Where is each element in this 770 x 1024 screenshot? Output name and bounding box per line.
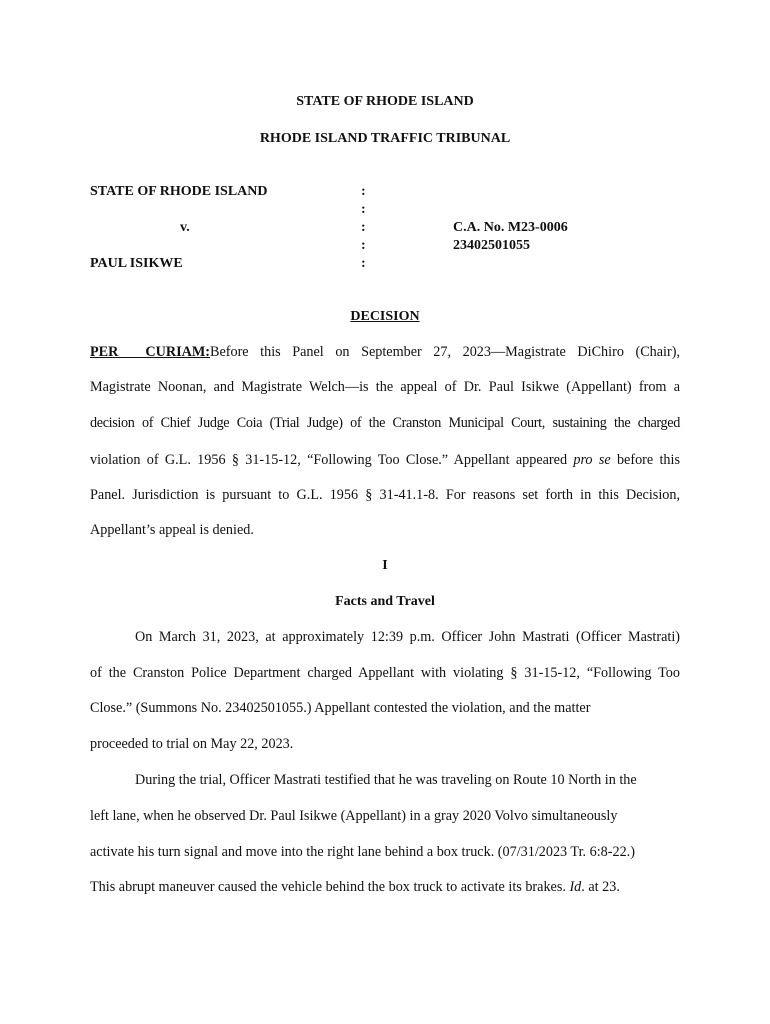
case-number: C.A. No. M23-0006 — [453, 220, 568, 235]
per-curiam-label: PER CURIAM: — [90, 344, 210, 360]
facts-line-5: During the trial, Officer Mastrati testified that he was traveling on Route 10 North in the — [135, 772, 637, 788]
caption-colon: : — [361, 238, 366, 253]
decision-line-6: Appellant’s appeal is denied. — [90, 522, 254, 538]
facts-line-7: activate his turn signal and move into the right lane behind a box truck. (07/31/2023 Tr. 6:8-22.) — [90, 844, 635, 860]
facts-line-6: left lane, when he observed Dr. Paul Isikwe (Appellant) in a gray 2020 Volvo simultaneously — [90, 808, 618, 824]
caption-colon: : — [361, 184, 366, 199]
facts-line-2: of the Cranston Police Department charged Appellant with violating § 31-15-12, “Following Too — [90, 665, 680, 681]
facts-line-8 — [90, 879, 620, 896]
header-state: STATE OF RHODE ISLAND — [296, 94, 474, 109]
caption-colon: : — [361, 256, 366, 271]
decision-line-4 — [90, 452, 680, 469]
decision-heading: DECISION — [350, 309, 420, 324]
facts-line-4: proceeded to trial on May 22, 2023. — [90, 736, 294, 752]
decision-text: Before this Panel on September 27, 2023—Magistrate DiChiro (Chair), — [210, 344, 680, 360]
decision-line-1 — [90, 344, 680, 361]
pro-se-italic: pro se — [573, 452, 611, 468]
section-title: Facts and Travel — [335, 594, 435, 609]
decision-text: before this — [610, 452, 680, 468]
caption-plaintiff: STATE OF RHODE ISLAND — [90, 184, 268, 199]
facts-text: . at 23. — [581, 879, 620, 895]
decision-line-5: Panel. Jurisdiction is pursuant to G.L. 1956 § 31-41.1-8. For reasons set forth in this Decision, — [90, 487, 680, 503]
caption-defendant: PAUL ISIKWE — [90, 256, 183, 271]
decision-line-3: decision of Chief Judge Coia (Trial Judge) of the Cranston Municipal Court, sustaining the charged — [90, 415, 680, 431]
caption-versus: v. — [180, 220, 190, 235]
id-italic: Id — [569, 879, 582, 895]
section-numeral: I — [382, 558, 388, 573]
decision-line-2: Magistrate Noonan, and Magistrate Welch—is the appeal of Dr. Paul Isikwe (Appellant) from a — [90, 379, 680, 395]
caption-colon: : — [361, 202, 366, 217]
facts-text: This abrupt maneuver caused the vehicle behind the box truck to activate its brakes. — [90, 879, 570, 895]
decision-text: violation of G.L. 1956 § 31-15-12, “Following Too Close.” Appellant appeared — [90, 452, 574, 468]
caption-colon: : — [361, 220, 366, 235]
facts-line-1: On March 31, 2023, at approximately 12:39 p.m. Officer John Mastrati (Officer Mastrati) — [135, 629, 680, 645]
summons-number: 23402501055 — [453, 238, 530, 253]
facts-line-3: Close.” (Summons No. 23402501055.) Appellant contested the violation, and the matter — [90, 700, 591, 716]
header-tribunal: RHODE ISLAND TRAFFIC TRIBUNAL — [259, 131, 511, 146]
